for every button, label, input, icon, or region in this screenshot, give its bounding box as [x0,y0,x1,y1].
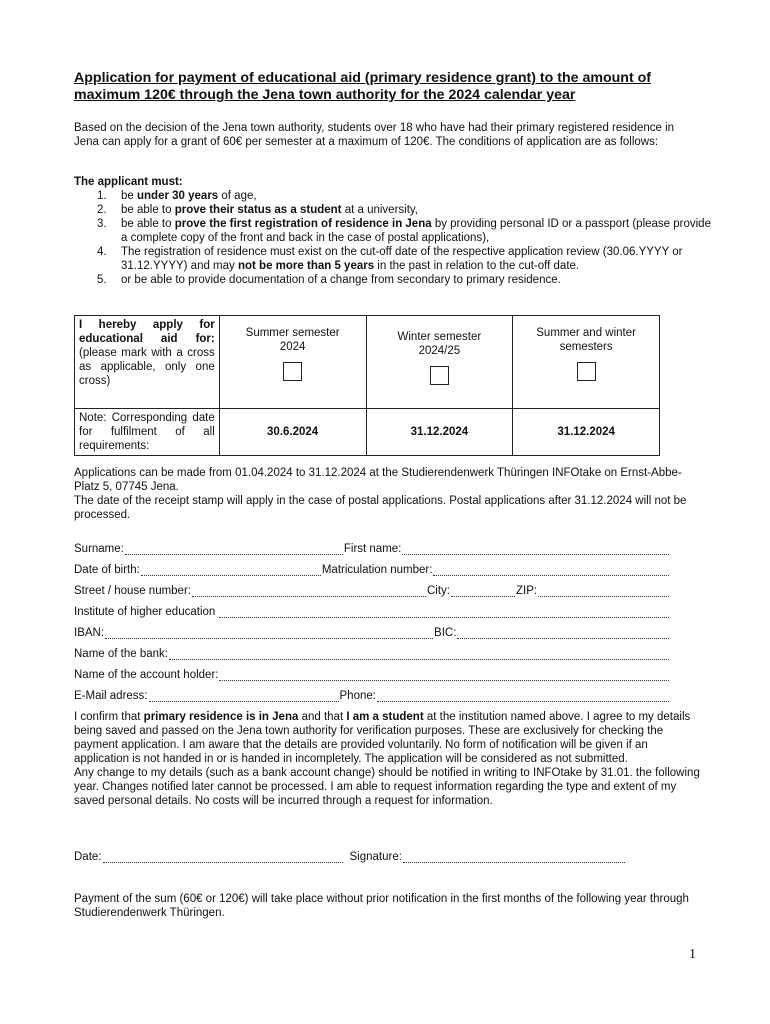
requirement-text-end: of age, [218,190,257,202]
apply-for-cell [75,316,220,409]
requirement-number: 3. [97,218,107,230]
street-label: Street / house number: [74,585,191,597]
option-summer-cell [219,316,366,409]
option-winter-cell [366,316,513,409]
form-title: Application for payment of educational aid (primary residence grant) to the amount of maximum 120€ through the Jena town authority for the 2024 calendar year [74,70,652,103]
requirement-number: 2. [97,204,107,216]
city-field[interactable] [451,586,515,597]
confirmation-paragraph-2: Any change to my details (such as a bank account change) should be notified in writing to INFOtake by 31.01. the following year. Changes notified later cannot be processed. I am able to request information regarding the type and extent of my saved personal details. No costs will be incurred through a request for information. [74,767,700,807]
row-holder [74,668,670,682]
city-label: City: [426,585,450,597]
deadline-both: 31.12.2024 [513,409,660,456]
row-institute [74,605,670,619]
requirement-number: 4. [97,246,107,258]
dob-label: Date of birth: [74,564,140,576]
requirement-item [74,273,714,287]
deadline-label: Note: Corresponding date for fulfilment of all requirements: [75,409,220,456]
row-birth [74,563,670,577]
signature-label: Signature: [349,851,402,863]
apply-for-note: (please mark with a cross as applicable, only one cross) [79,347,215,387]
iban-field[interactable] [105,628,433,639]
holder-label: Name of the account holder: [74,669,219,681]
deadline-winter: 31.12.2024 [366,409,513,456]
payment-note: Payment of the sum (60€ or 120€) will take place without prior notification in the first months of the following year through Studierendenwerk Thüringen. [74,893,689,919]
requirement-text: The registration of residence must exist on the cut-off date of the respective application review (30.06.YYYY or 31.12.YYYY) and may [121,246,683,272]
requirement-item [74,217,714,245]
checkbox-summer-semester[interactable] [283,362,302,381]
page-number: 1 [689,947,696,962]
application-type-table [74,315,660,456]
requirement-emphasis: under 30 years [137,190,219,202]
row-bank [74,647,670,661]
date-field[interactable] [103,852,343,863]
requirement-item [74,245,714,273]
requirements-list [74,175,714,287]
surname-field[interactable] [125,544,343,555]
option-both-label: Summer and winter semesters [536,327,636,353]
requirement-item [74,203,714,217]
requirement-number: 5. [97,274,107,286]
row-bank-ids [74,626,670,640]
holder-field[interactable] [219,670,669,681]
intro-paragraph: Based on the decision of the Jena town authority, students over 18 who have had their primary registered residence in Jena can apply for a grant of 60€ per semester at a maximum of 120€. The conditions of application are as follows: [74,122,675,148]
submission-paragraph-2: The date of the receipt stamp will apply in the case of postal applications. Postal applications after 31.12.2024 will not be processed. [74,495,687,521]
iban-label: IBAN: [74,627,105,639]
street-field[interactable] [192,586,426,597]
checkbox-winter-semester[interactable] [430,366,449,385]
institute-field[interactable] [219,607,669,618]
email-label: E-Mail adress: [74,690,148,702]
confirmation-text [74,710,700,808]
first-name-field[interactable] [402,544,669,555]
deadline-summer: 30.6.2024 [219,409,366,456]
requirement-emphasis: not be more than 5 years [237,260,375,272]
requirement-item [74,189,714,203]
zip-label: ZIP: [515,585,538,597]
requirement-text-end: by providing personal ID or a passport (please provide a complete copy of the front and back in the case of postal applications), [121,218,711,244]
phone-label: Phone: [339,690,376,702]
institute-label: Institute of higher education [74,606,216,618]
requirement-text-end: in the past in relation to the cut-off date. [374,260,580,272]
confirmation-paragraph-1: I confirm that primary residence is in Jena and that I am a student at the institution named above. I agree to my details being saved and passed on the Jena town authority for verification purposes. These are exclusively for checking the payment application. I am aware that the details are provided voluntarily. No form of notification will be given if an application is not handed in or is handed in incompletely. The application will be considered as not submitted. [74,711,691,765]
requirement-text: or be able to provide documentation of a change from secondary to primary residence. [121,274,561,286]
row-name [74,542,670,556]
matriculation-label: Matriculation number: [321,564,433,576]
option-winter-label: Winter semester 2024/25 [397,331,482,357]
matriculation-field[interactable] [433,565,669,576]
submission-paragraph-1: Applications can be made from 01.04.2024 to 31.12.2024 at the Studierendenwerk Thüringen INFOtake on Ernst-Abbe-Platz 5, 07745 Jena. [74,467,682,493]
dob-field[interactable] [141,565,321,576]
requirement-text: be [121,190,137,202]
row-address [74,584,670,598]
row-contact [74,689,670,703]
requirement-text-end: at a university, [341,204,419,216]
submission-info [74,466,696,522]
phone-field[interactable] [377,691,669,702]
surname-label: Surname: [74,543,124,555]
requirement-emphasis: prove their status as a student [174,204,342,216]
first-name-label: First name: [343,543,402,555]
zip-field[interactable] [538,586,669,597]
requirements-heading: The applicant must: [74,176,183,188]
signature-field[interactable] [403,852,625,863]
bic-label: BIC: [434,627,457,639]
bank-field[interactable] [169,649,669,660]
bank-label: Name of the bank: [74,648,168,660]
checkbox-both-semesters[interactable] [577,362,596,381]
option-both-cell [513,316,660,409]
requirement-emphasis: prove the first registration of residence in Jena [174,218,432,230]
bic-field[interactable] [457,628,669,639]
row-signature [74,850,626,864]
requirement-number: 1. [97,190,107,202]
apply-for-label: I hereby apply for educational aid for: [79,319,215,345]
email-field[interactable] [149,691,339,702]
requirement-text: be able to [121,204,175,216]
date-label: Date: [74,851,102,863]
option-summer-label: Summer semester 2024 [245,327,340,353]
requirement-text: be able to [121,218,175,230]
